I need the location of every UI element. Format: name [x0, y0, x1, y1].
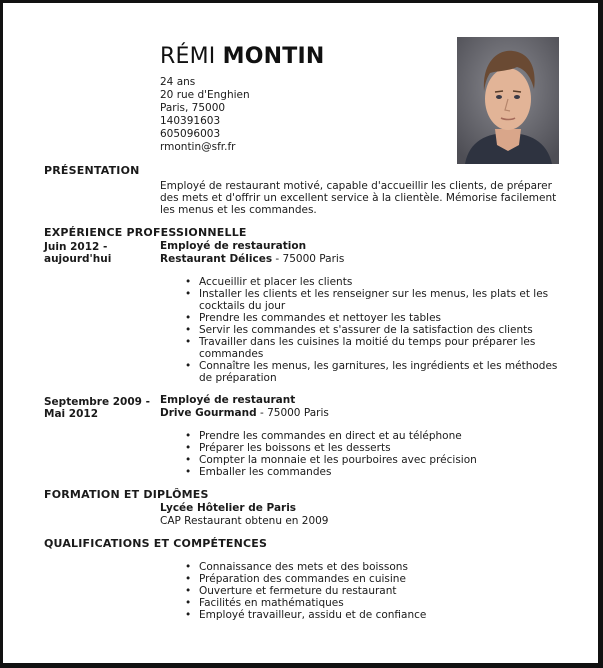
job-role: Employé de restauration [160, 240, 307, 252]
list-item: • Prendre les commandes et nettoyer les tables [199, 312, 557, 324]
list-item: • Employé travailleur, assidu et de confiance [199, 609, 426, 621]
contact-city: Paris, 75000 [160, 102, 226, 114]
job-1-dates [44, 241, 111, 265]
section-title-skills: QUALIFICATIONS ET COMPÉTENCES [44, 537, 268, 550]
list-item: • Accueillir et placer les clients [199, 276, 557, 288]
job-date-end: Mai 2012 [44, 408, 99, 420]
profile-photo [457, 37, 559, 164]
job-location: - 75000 Paris [272, 253, 345, 265]
job-2-tasks [199, 430, 477, 478]
education-entry [160, 502, 329, 528]
job-date-start: Septembre 2009 - [44, 396, 150, 408]
list-item: • Facilités en mathématiques [199, 597, 426, 609]
contact-age: 24 ans [160, 76, 196, 88]
presentation-text [160, 180, 556, 216]
section-title-education: FORMATION ET DIPLÔMES [44, 488, 209, 501]
presentation-line: Employé de restaurant motivé, capable d'accueillir les clients, de préparer [160, 180, 552, 192]
job-2-header [160, 394, 329, 420]
section-title-presentation: PRÉSENTATION [44, 164, 140, 177]
section-title-experience: EXPÉRIENCE PROFESSIONNELLE [44, 226, 247, 239]
job-2-dates [44, 396, 150, 420]
list-item: • Installer les clients et les renseigner sur les menus, les plats et les cocktails du jour [199, 288, 557, 312]
list-item: • Ouverture et fermeture du restaurant [199, 585, 426, 597]
list-item: • Préparation des commandes en cuisine [199, 573, 426, 585]
job-1-header [160, 240, 344, 266]
skills-list [199, 561, 426, 621]
list-item: • Emballer les commandes [199, 466, 477, 478]
presentation-line: les menus et les commandes. [160, 204, 317, 216]
list-item: • Travailler dans les cuisines la moitié du temps pour préparer les commandes [199, 336, 557, 360]
job-1-tasks [199, 276, 557, 384]
school-name: Lycée Hôtelier de Paris [160, 502, 297, 514]
list-item: • Connaître les menus, les garnitures, les ingrédients et les méthodes de préparation [199, 360, 557, 384]
list-item: • Servir les commandes et s'assurer de la satisfaction des clients [199, 324, 557, 336]
contact-street: 20 rue d'Enghien [160, 89, 250, 101]
presentation-line: des mets et d'offrir un excellent service à la clientèle. Mémorise facilement [160, 192, 557, 204]
job-date-end: aujourd'hui [44, 253, 112, 265]
list-item: • Prendre les commandes en direct et au téléphone [199, 430, 477, 442]
job-company: Drive Gourmand [160, 407, 257, 419]
job-location: - 75000 Paris [256, 407, 329, 419]
job-date-start: Juin 2012 - [44, 241, 108, 253]
list-item: • Connaissance des mets et des boissons [199, 561, 426, 573]
job-company: Restaurant Délices [160, 253, 273, 265]
list-item: • Compter la monnaie et les pourboires avec précision [199, 454, 477, 466]
contact-mobile: 605096003 [160, 128, 221, 140]
contact-block [160, 76, 250, 154]
contact-email: rmontin@sfr.fr [160, 141, 236, 153]
diploma-detail: CAP Restaurant obtenu en 2009 [160, 515, 329, 527]
contact-phone: 140391603 [160, 115, 221, 127]
list-item: • Préparer les boissons et les desserts [199, 442, 477, 454]
job-role: Employé de restaurant [160, 394, 296, 406]
candidate-name: RÉMI MONTIN [160, 44, 325, 69]
